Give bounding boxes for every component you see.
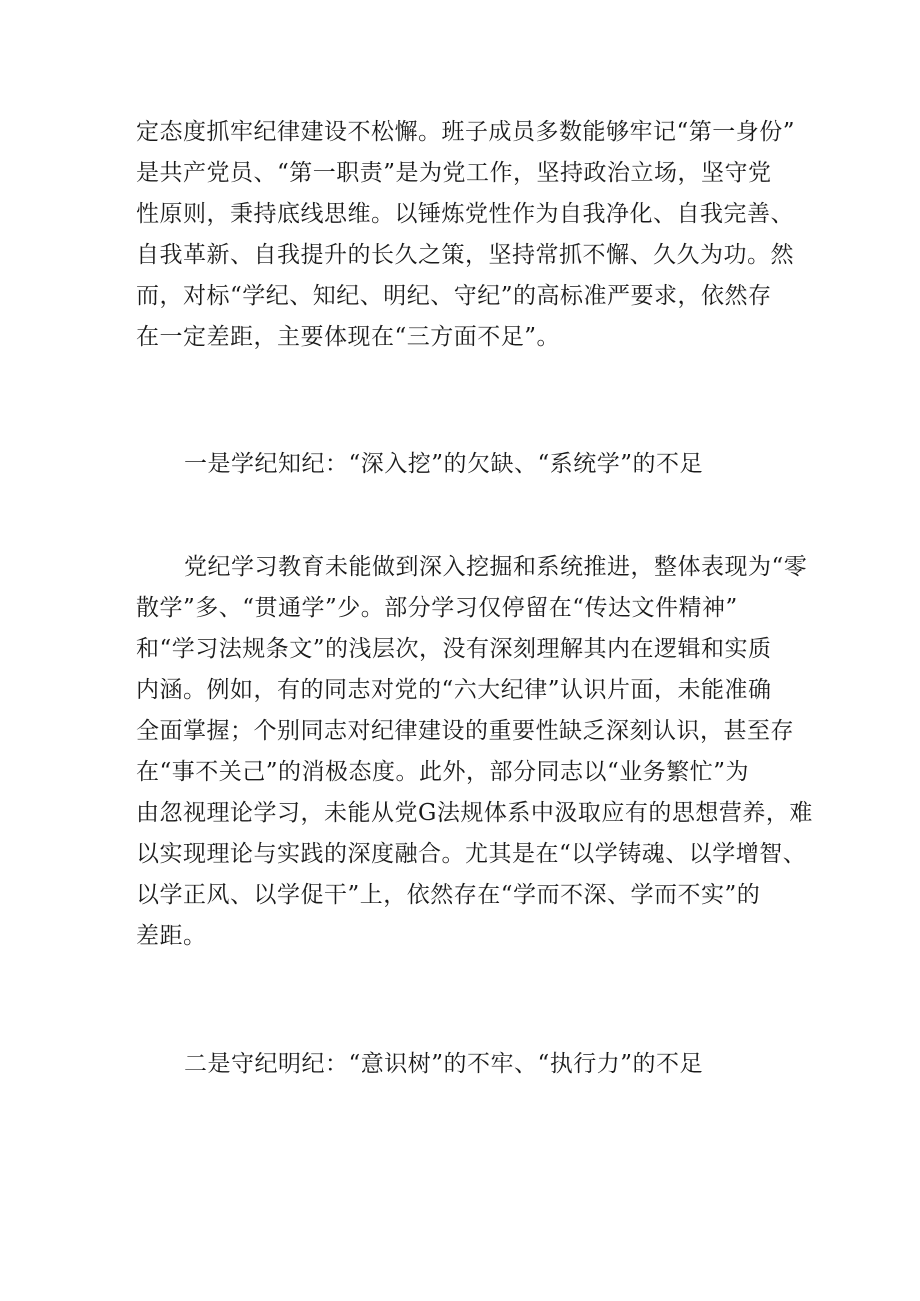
paragraph-line: 在一定差距，主要体现在“三方面不足”。 (136, 324, 561, 350)
paragraph-line: 定态度抓牢纪律建设不松懈。班子成员多数能够牢记“第一身份” (136, 119, 796, 145)
paragraph-line: 是共产党员、“第一职责”是为党工作，坚持政治立场，坚守党 (136, 160, 772, 186)
paragraph-line: 和“学习法规条文”的浅层次，没有深刻理解其内在逻辑和实质 (136, 636, 772, 662)
section-heading-1: 一是学纪知纪：“深入挖”的欠缺、“系统学”的不足 (184, 451, 704, 477)
paragraph-line: 而，对标“学纪、知纪、明纪、守纪”的高标准严要求，依然存 (136, 283, 772, 309)
paragraph-line: 差距。 (136, 923, 207, 949)
paragraph-line: 散学”多、“贯通学”少。部分学习仅停留在“传达文件精神” (136, 595, 738, 621)
paragraph-line: 性原则，秉持底线思维。以锤炼党性作为自我净化、自我完善、 (136, 201, 794, 227)
section-heading-2: 二是守纪明纪：“意识树”的不牢、“执行力”的不足 (184, 1051, 704, 1077)
paragraph-line: 以实现理论与实践的深度融合。尤其是在“以学铸魂、以学增智、 (136, 841, 807, 867)
paragraph-line: 由忽视理论学习，未能从党G法规体系中汲取应有的思想营养，难 (136, 800, 813, 826)
paragraph-line: 自我革新、自我提升的长久之策，坚持常抓不懈、久久为功。然 (136, 242, 794, 268)
paragraph-line: 在“事不关己”的消极态度。此外，部分同志以“业务繁忙”为 (136, 759, 750, 785)
paragraph-line: 党纪学习教育未能做到深入挖掘和系统推进，整体表现为“零 (184, 554, 808, 580)
paragraph-line: 全面掌握；个别同志对纪律建设的重要性缺乏深刻认识，甚至存 (136, 718, 794, 744)
paragraph-line: 以学正风、以学促干”上，依然存在“学而不深、学而不实”的 (136, 882, 761, 908)
paragraph-line: 内涵。例如，有的同志对党的“六大纪律”认识片面，未能准确 (136, 677, 772, 703)
